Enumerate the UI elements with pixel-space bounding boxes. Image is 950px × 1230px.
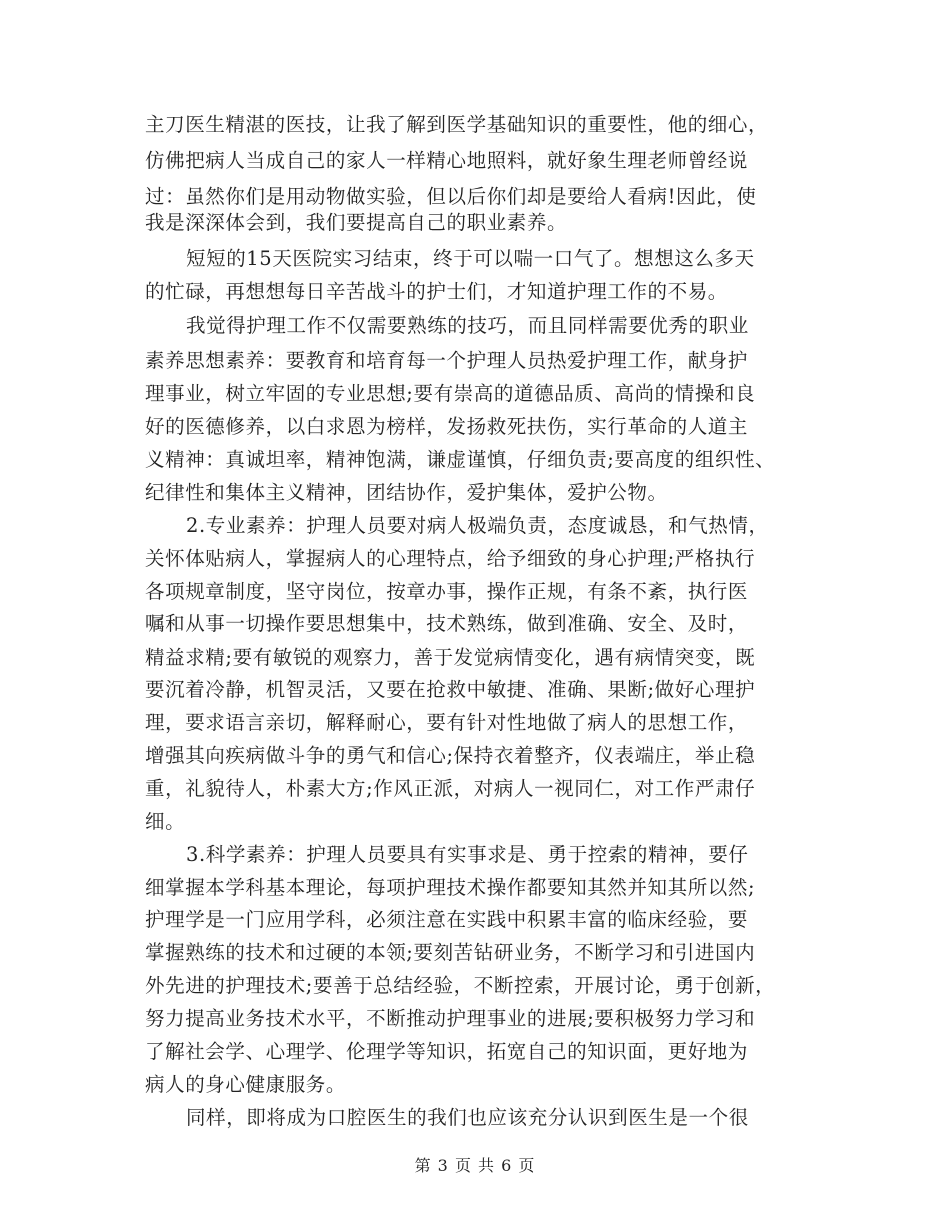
text-line: 主刀医生精湛的医技，让我了解到医学基础知识的重要性，他的细心， [145, 113, 769, 136]
text-line: 同样，即将成为口腔医生的我们也应该充分认识到医生是一个很 [186, 1106, 749, 1129]
text-line: 的忙碌，再想想每日辛苦战斗的护士们，才知道护理工作的不易。 [145, 280, 728, 303]
text-line: 掌握熟练的技术和过硬的本领;要刻苦钻研业务，不断学习和引进国内 [145, 941, 756, 964]
text-line: 要沉着冷静，机智灵活，又要在抢救中敏捷、准确、果断;做好心理护 [145, 678, 756, 701]
text-line: 我是深深体会到，我们要提高自己的职业素养。 [145, 211, 568, 234]
text-line: 仿佛把病人当成自己的家人一样精心地照料，就好象生理老师曾经说 [145, 149, 749, 172]
text-line: 理事业，树立牢固的专业思想;要有崇高的道德品质、高尚的情操和良 [145, 382, 756, 405]
text-line: 护理学是一门应用学科，必须注意在实践中积累丰富的临床经验，要 [145, 908, 749, 931]
text-line: 我觉得护理工作不仅需要熟练的技巧，而且同样需要优秀的职业 [186, 314, 749, 337]
text-line: 2.专业素养：护理人员要对病人极端负责，态度诚恳，和气热情， [186, 514, 769, 537]
text-line: 素养思想素养：要教育和培育每一个护理人员热爱护理工作，献身护 [145, 349, 749, 372]
text-line: 努力提高业务技术水平，不断推动护理事业的进展;要积极努力学习和 [145, 1007, 756, 1030]
text-line: 短短的15天医院实习结束，终于可以喘一口气了。想想这么多天 [186, 247, 755, 270]
text-line: 重，礼貌待人，朴素大方;作风正派，对病人一视同仁，对工作严肃仔 [145, 777, 756, 800]
text-line: 病人的身心健康服务。 [145, 1073, 347, 1096]
text-line: 义精神：真诚坦率，精神饱满，谦虚谨慎，仔细负责;要高度的组织性、 [145, 448, 776, 471]
text-line: 过：虽然你们是用动物做实验，但以后你们却是要给人看病!因此，使 [145, 185, 757, 208]
text-line: 关怀体贴病人，掌握病人的心理特点，给予细致的身心护理;严格执行 [145, 547, 756, 570]
text-line: 细。 [145, 810, 186, 833]
text-line: 好的医德修养，以白求恩为榜样，发扬救死扶伤，实行革命的人道主 [145, 415, 749, 438]
text-line: 3.科学素养：护理人员要具有实事求是、勇于控索的精神，要仔 [186, 843, 749, 866]
text-line: 纪律性和集体主义精神，团结协作，爱护集体，爱护公物。 [145, 481, 668, 504]
text-line: 细掌握本学科基本理论，每项护理技术操作都要知其然并知其所以然; [145, 876, 756, 899]
text-line: 外先进的护理技术;要善于总结经验，不断控索，开展讨论，勇于创新， [145, 974, 776, 997]
page-footer: 第 3 页 共 6 页 [414, 1156, 536, 1175]
text-line: 增强其向疾病做斗争的勇气和信心;保持衣着整齐，仪表端庄，举止稳 [145, 744, 756, 767]
text-line: 各项规章制度，坚守岗位，按章办事，操作正规，有条不紊，执行医 [145, 580, 749, 603]
text-line: 理，要求语言亲切，解释耐心，要有针对性地做了病人的思想工作， [145, 711, 749, 734]
text-line: 嘱和从事一切操作要思想集中，技术熟练，做到准确、安全、及时， [145, 612, 749, 635]
text-line: 精益求精;要有敏锐的观察力，善于发觉病情变化，遇有病情突变，既 [145, 646, 756, 669]
text-line: 了解社会学、心理学、伦理学等知识，拓宽自己的知识面，更好地为 [145, 1040, 749, 1063]
